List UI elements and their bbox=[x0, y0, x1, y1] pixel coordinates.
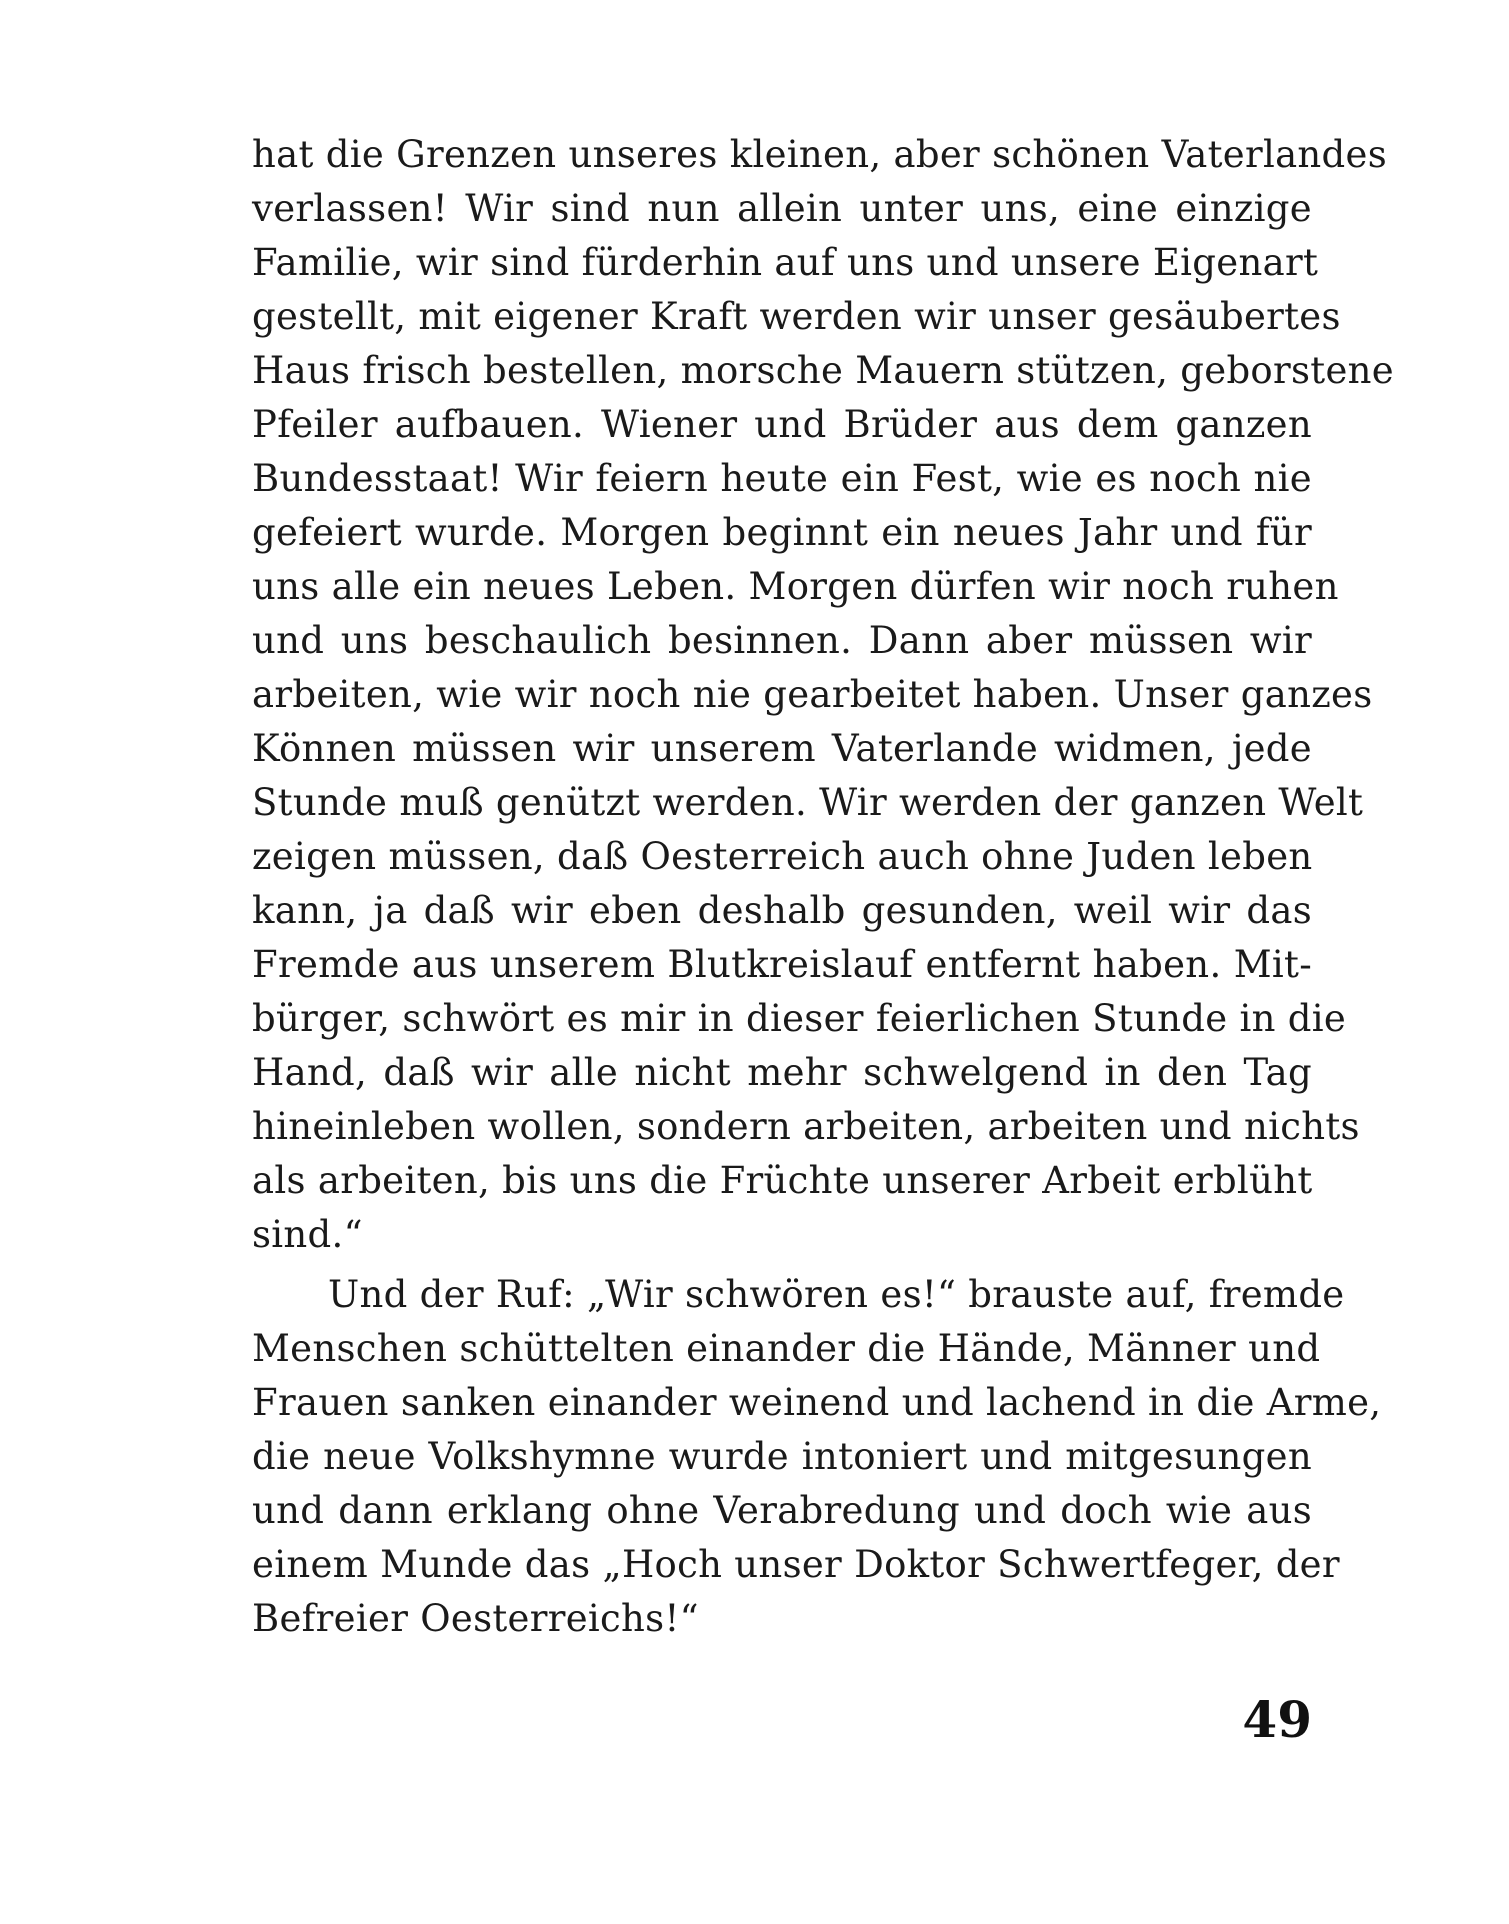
paragraph-line: Können müssen wir unserem Vaterlande widmen, jede bbox=[252, 727, 1312, 770]
paragraph-line: verlassen! Wir sind nun allein unter uns, eine einzige bbox=[252, 187, 1312, 230]
paragraph-line: Stunde muß genützt werden. Wir werden der ganzen Welt bbox=[252, 781, 1364, 824]
paragraph-line: uns alle ein neues Leben. Morgen dürfen wir noch ruhen bbox=[252, 565, 1339, 608]
paragraph-line: gestellt, mit eigener Kraft werden wir unser gesäubertes bbox=[252, 295, 1341, 338]
paragraph-line: einem Munde das „Hoch unser Doktor Schwertfeger, der bbox=[252, 1543, 1340, 1586]
paragraph-line: und uns beschaulich besinnen. Dann aber müssen wir bbox=[252, 619, 1312, 662]
paragraph-line: Menschen schüttelten einander die Hände, Männer und bbox=[252, 1327, 1321, 1370]
page-number: 49 bbox=[1242, 1690, 1312, 1749]
paragraph-line: Befreier Oesterreichs!“ bbox=[252, 1597, 699, 1640]
paragraph-line: Bundesstaat! Wir feiern heute ein Fest, wie es noch nie bbox=[252, 457, 1312, 500]
paragraph-line: hineinleben wollen, sondern arbeiten, arbeiten und nichts bbox=[252, 1105, 1360, 1148]
paragraph-line: Frauen sanken einander weinend und lachend in die Arme, bbox=[252, 1381, 1382, 1424]
paragraph-line: Und der Ruf: „Wir schwören es!“ brauste auf, fremde bbox=[328, 1273, 1345, 1316]
paragraph-line: hat die Grenzen unseres kleinen, aber schönen Vaterlandes bbox=[252, 133, 1388, 176]
paragraph-line: bürger, schwört es mir in dieser feierlichen Stunde in die bbox=[252, 997, 1347, 1040]
paragraph-line: Fremde aus unserem Blutkreislauf entfernt haben. Mit- bbox=[252, 943, 1312, 986]
paragraph-line: zeigen müssen, daß Oesterreich auch ohne Juden leben bbox=[252, 835, 1313, 878]
paragraph-line: sind.“ bbox=[252, 1213, 363, 1256]
paragraph-line: Familie, wir sind fürderhin auf uns und unsere Eigenart bbox=[252, 241, 1319, 284]
paragraph-line: Pfeiler aufbauen. Wiener und Brüder aus dem ganzen bbox=[252, 403, 1312, 446]
paragraph-1 bbox=[252, 128, 1394, 1262]
paragraph-line: die neue Volkshymne wurde intoniert und mitgesungen bbox=[252, 1435, 1312, 1478]
paragraph-2 bbox=[252, 1268, 1382, 1646]
paragraph-line: arbeiten, wie wir noch nie gearbeitet haben. Unser ganzes bbox=[252, 673, 1373, 716]
paragraph-line: Haus frisch bestellen, morsche Mauern stützen, geborstene bbox=[252, 349, 1394, 392]
paragraph-line: und dann erklang ohne Verabredung und doch wie aus bbox=[252, 1489, 1312, 1532]
paragraph-line: als arbeiten, bis uns die Früchte unserer Arbeit erblüht bbox=[252, 1159, 1313, 1202]
paragraph-line: gefeiert wurde. Morgen beginnt ein neues Jahr und für bbox=[252, 511, 1312, 554]
paragraph-line: Hand, daß wir alle nicht mehr schwelgend in den Tag bbox=[252, 1051, 1312, 1094]
paragraph-line: kann, ja daß wir eben deshalb gesunden, weil wir das bbox=[252, 889, 1312, 932]
